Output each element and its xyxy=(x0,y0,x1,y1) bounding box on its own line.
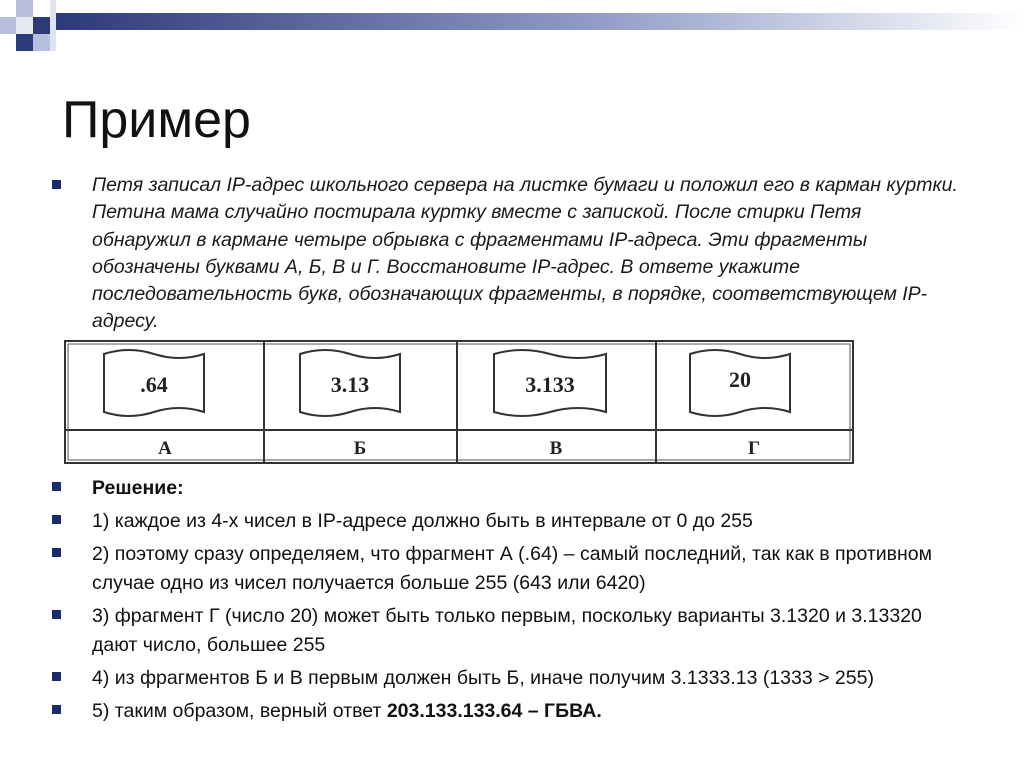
fragments-table xyxy=(64,340,854,464)
bullet-icon xyxy=(52,548,61,557)
bullet-icon xyxy=(52,515,61,524)
problem-text: Петя записал IP-адрес школьного сервера на листке бумаги и положил его в карман куртки. Петина мама случайно постирала куртку вместе с запиской. После стирки Петя обнаружил в кармане четыре обрывка с фрагментами IP-адреса. Эти фрагменты обозначены буквами А, Б, В и Г. Восстановите IP-адрес. В ответе укажите последовательность букв, обозначающих фрагменты, в порядке, соответствующем IP-адресу. xyxy=(92,174,958,333)
list-item xyxy=(52,540,992,598)
fragment-letter: Г xyxy=(747,438,761,459)
slide-title: Пример xyxy=(62,91,251,149)
deco-square xyxy=(16,34,33,51)
fragment-value: .64 xyxy=(140,372,168,397)
fragment-value: 3.133 xyxy=(525,372,575,397)
list-item xyxy=(52,664,992,693)
list-item xyxy=(52,474,992,503)
solution-step-4: 4) из фрагментов Б и В первым должен быть Б, иначе получим 3.1333.13 (1333 > 255) xyxy=(92,667,874,689)
deco-strip xyxy=(50,0,56,51)
bullet-icon xyxy=(52,180,61,189)
solution-step-3: 3) фрагмент Г (число 20) может быть только первым, поскольку варианты 3.1320 и 3.13320 дают число, большее 255 xyxy=(92,605,922,656)
list-item xyxy=(52,697,992,726)
deco-square xyxy=(16,17,33,34)
deco-square xyxy=(0,17,16,34)
final-answer: 203.133.133.64 – ГБВА. xyxy=(386,700,602,722)
header-decoration xyxy=(0,0,1024,60)
bullet-icon xyxy=(52,672,61,681)
list-item xyxy=(52,602,992,660)
deco-square xyxy=(33,17,50,34)
solution-heading: Решение: xyxy=(92,477,184,499)
deco-square xyxy=(33,0,50,17)
answer-prefix: 5) таким образом, верный ответ xyxy=(92,700,387,722)
solution-step-5 xyxy=(92,697,972,726)
deco-square xyxy=(33,34,50,51)
fragment-letter: Б xyxy=(353,438,367,459)
list-item xyxy=(52,507,992,536)
fragment-letter: А xyxy=(158,438,172,459)
bullet-icon xyxy=(52,482,61,491)
fragment-value: 20 xyxy=(729,367,751,392)
deco-square xyxy=(16,0,33,17)
bullet-icon xyxy=(52,610,61,619)
problem-statement xyxy=(52,172,972,336)
solution-step-2: 2) поэтому сразу определяем, что фрагмент А (.64) – самый последний, так как в противном случае одно из чисел получается больше 255 (643 или 6420) xyxy=(92,543,933,594)
gradient-band xyxy=(56,13,1024,30)
bullet-icon xyxy=(52,705,61,714)
fragment-letter: В xyxy=(549,438,563,459)
solution-list xyxy=(52,474,992,730)
deco-square xyxy=(0,34,16,51)
fragment-value: 3.13 xyxy=(330,372,370,397)
solution-step-1: 1) каждое из 4-х чисел в IP-адресе должно быть в интервале от 0 до 255 xyxy=(92,510,753,532)
